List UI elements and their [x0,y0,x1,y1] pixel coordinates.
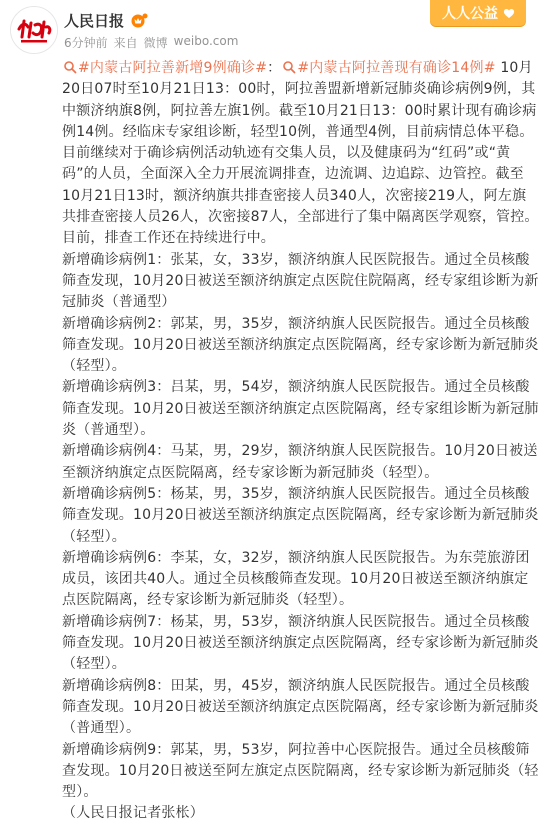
case-6: 新增确诊病例6：李某，女，32岁，额济纳旗人民医院报告。为东莞旅游团成员，该团共40人。通过全员核酸筛查发现。10月20日被送至额济纳旗定点医院隔离，经专家诊断为新冠肺炎（轻型）。 [62,549,530,609]
topic-link-1[interactable] [62,60,267,76]
source-url: weibo.com [173,34,239,48]
charity-badge[interactable] [430,0,526,26]
search-icon [282,60,296,74]
case-5: 新增确诊病例5：杨某，男，35岁，额济纳旗人民医院报告。通过全员核酸筛查发现。10月20日被送至额济纳旗定点医院隔离，经专家诊断为新冠肺炎（轻型）。 [62,485,539,545]
heart-icon [502,6,516,20]
tracing-paragraph: 目前继续对于确诊病例活动轨迹有交集人员，以及健康码为“红码”或“黄码”的人员，全面深入全力开展流调排查，边流调、边追踪、边管控。截至10月21日13时，额济纳旗共排查密接人员340人，次密接219人，阿左旗共排查密接人员26人，次密接87人，全部进行了集中隔离医学观察，管控。目前，排查工作还在持续进行中。 [62,145,539,247]
case-8: 新增确诊病例8：田某，男，45岁，额济纳旗人民医院报告。通过全员核酸筛查发现。10月20日被送至额济纳旗定点医院隔离，经专家诊断为新冠肺炎（普通型）。 [62,677,539,737]
topic-1-text: #内蒙古阿拉善新增9例确诊# [78,60,268,76]
case-7: 新增确诊病例7：杨某，男，53岁，额济纳旗人民医院报告。通过全员核酸筛查发现。10月20日被送至额济纳旗定点医院隔离，经专家诊断为新冠肺炎（轻型）。 [62,613,539,673]
case-4: 新增确诊病例4：马某，男，29岁，额济纳旗人民医院报告。10月20日被送至额济纳旗定点医院隔离，经专家诊断为新冠肺炎（轻型）。 [62,443,538,481]
intro-text: 10月20日07时至10月21日13：00时，阿拉善盟新增新冠肺炎确诊病例9例，其中额济纳旗8例，阿拉善左旗1例。截至10月21日13：00时累计现有确诊病例14例。经临床专家组诊断，轻型10例，普通型4例，目前病情总体平稳。 [62,60,537,140]
post-content [62,58,540,825]
case-3: 新增确诊病例3：吕某，男，54岁，额济纳旗人民医院报告。通过全员核酸筛查发现。10月20日被送至额济纳旗定点医院隔离，经专家组诊断为新冠肺炎（普通型）。 [62,379,539,439]
case-2: 新增确诊病例2：郭某，男，35岁，额济纳旗人民医院报告。通过全员核酸筛查发现。10月20日被送至额济纳旗定点医院隔离，经专家诊断为新冠肺炎（轻型）。 [62,315,539,375]
people-daily-logo-icon [11,7,57,53]
intro-paragraph: #内蒙古阿拉善新增9例确诊#： #内蒙古阿拉善现有确诊14例# 10月20日07时至10月21日13：00时，阿拉善盟新增新冠肺炎确诊病例9例，其中额济纳旗8例，阿拉善左旗1例。截至10月21日13：00时累计现有确诊病例14例。经临床专家组诊断，轻型10例，普通型4例，目前病情总体平稳。 [62,60,537,140]
search-icon [63,60,77,74]
post-time[interactable]: 6分钟前 [64,36,108,50]
case-1: 新增确诊病例1：张某，女，33岁，额济纳旗人民医院报告。通过全员核酸筛查发现，10月20日被送至额济纳旗定点医院住院隔离，经专家组诊断为新冠肺炎（普通型） [62,251,539,311]
case-9: 新增确诊病例9：郭某，男，53岁，阿拉善中心医院报告。通过全员核酸筛查发现。10月20日被送至阿左旗定点医院隔离，经专家诊断为新冠肺炎（轻型）。 [62,741,539,801]
username[interactable]: 人民日报 [64,11,125,30]
source-name[interactable]: 微博 [143,36,168,50]
topic-2-text: #内蒙古阿拉善现有确诊14例# [297,60,496,76]
post-header [0,0,550,58]
vip-crown-icon [130,12,148,28]
badge-label: 人人公益 [442,6,498,22]
topic-link-2[interactable] [281,60,495,76]
reporter-credit: （人民日报记者张枨） [62,805,204,822]
post-meta [64,34,238,51]
avatar[interactable] [10,6,58,54]
source-prefix: 来自 [113,36,138,50]
name-row [64,8,148,32]
